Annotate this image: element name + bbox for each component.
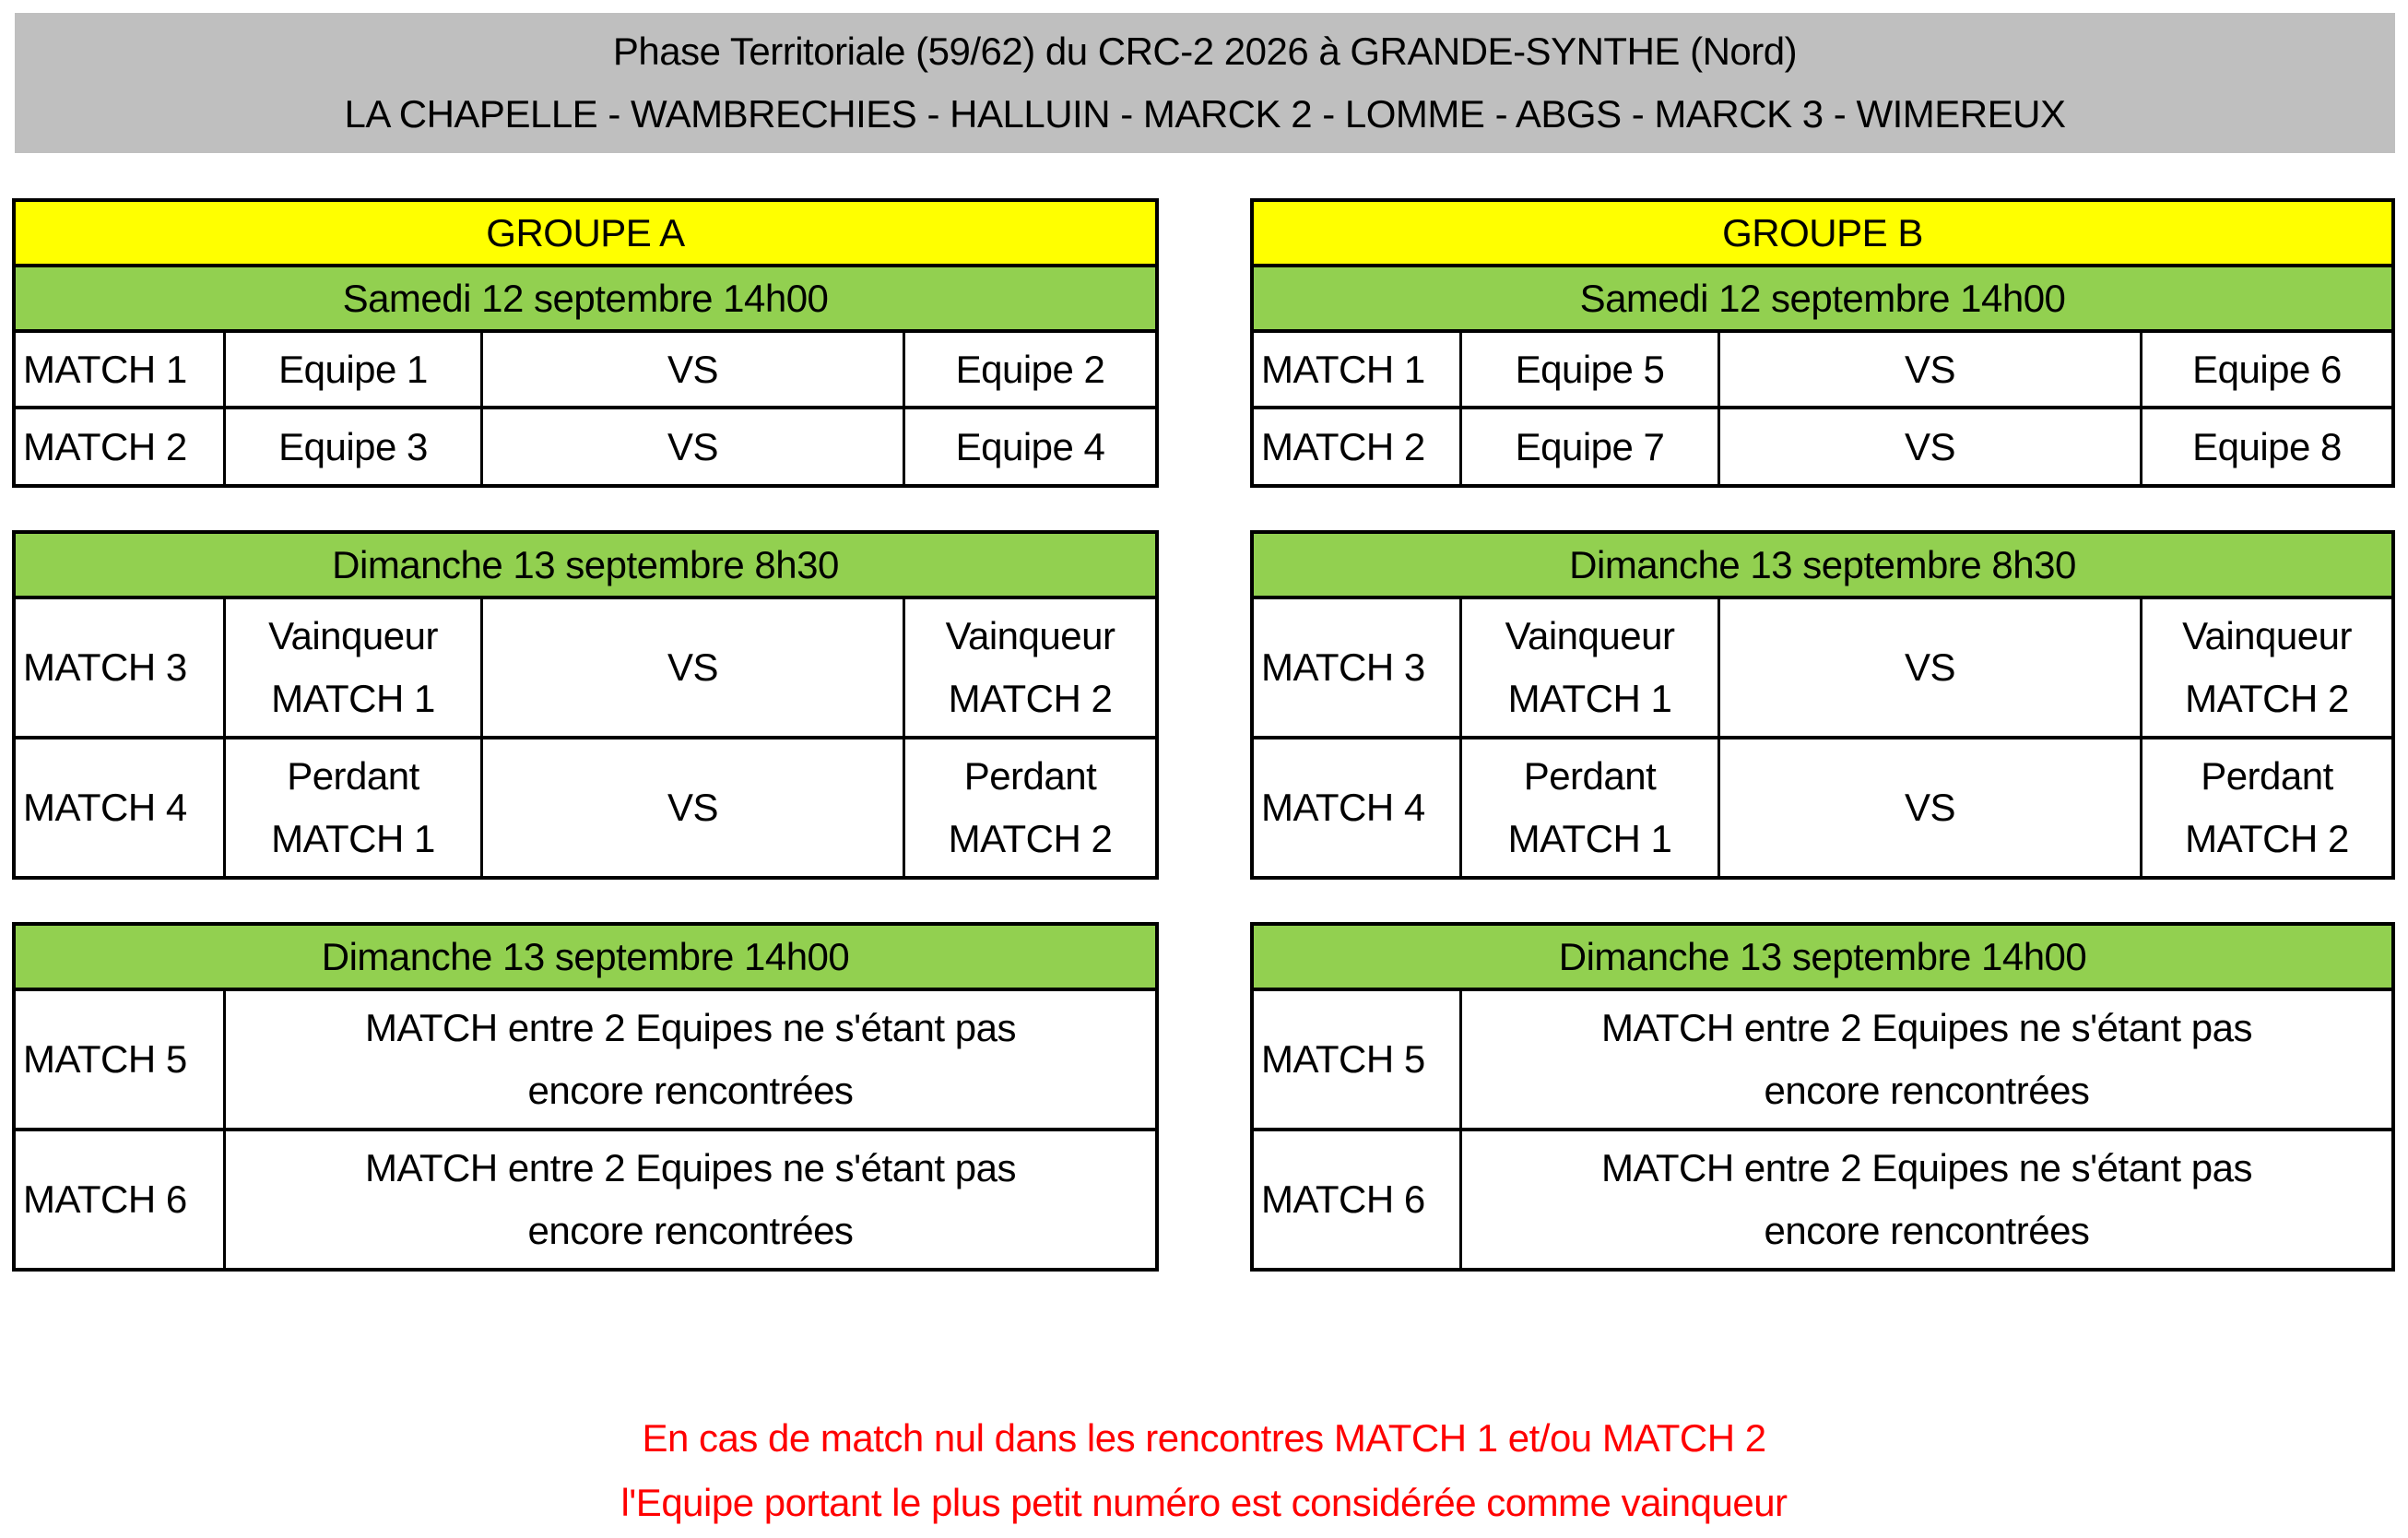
- vs-label: VS: [483, 409, 905, 484]
- away-team-line: MATCH 2: [948, 677, 1113, 720]
- group-b-header: GROUPE B: [1254, 202, 2391, 267]
- group-a-session-3: [12, 922, 1159, 1272]
- away-team: Equipe 8: [2192, 424, 2342, 468]
- match-label: MATCH 1: [1254, 333, 1462, 406]
- session-header: Dimanche 13 septembre 8h30: [1254, 534, 2391, 599]
- away-team-line: Vainqueur: [2182, 614, 2352, 657]
- home-team-line: Vainqueur: [1505, 614, 1675, 657]
- table-row: [16, 1131, 1155, 1268]
- away-team: [905, 739, 1155, 876]
- description-line: MATCH entre 2 Equipes ne s'étant pas: [365, 1146, 1016, 1189]
- table-row: [1254, 333, 2391, 409]
- away-team-line: Perdant: [963, 754, 1097, 798]
- group-a-header: GROUPE A: [16, 202, 1155, 267]
- table-row: [16, 599, 1155, 739]
- vs-label: VS: [1720, 599, 2142, 736]
- table-row: [1254, 1131, 2391, 1268]
- table-row: [16, 409, 1155, 484]
- description-line: encore rencontrées: [1764, 1069, 2090, 1112]
- match-description: [1462, 1131, 2391, 1268]
- vs-label: VS: [1720, 409, 2142, 484]
- home-team: Equipe 3: [226, 409, 483, 484]
- table-row: [16, 739, 1155, 876]
- description-line: encore rencontrées: [527, 1209, 854, 1252]
- away-team: [2142, 739, 2391, 876]
- home-team: [226, 599, 483, 736]
- title-banner: [15, 13, 2395, 153]
- tiebreak-note: [0, 1406, 2408, 1535]
- session-header: Dimanche 13 septembre 14h00: [16, 926, 1155, 991]
- match-label: MATCH 2: [1254, 409, 1462, 484]
- note-line-2: l'Equipe portant le plus petit numéro est considérée comme vainqueur: [620, 1481, 1788, 1524]
- description-line: encore rencontrées: [1764, 1209, 2090, 1252]
- match-label: MATCH 3: [1254, 599, 1462, 736]
- home-team: [1462, 739, 1720, 876]
- description-line: encore rencontrées: [527, 1069, 854, 1112]
- table-row: [1254, 409, 2391, 484]
- home-team-line: Perdant: [1523, 754, 1657, 798]
- match-label: MATCH 6: [1254, 1131, 1462, 1268]
- vs-label: VS: [1720, 739, 2142, 876]
- home-team-line: MATCH 1: [1507, 817, 1672, 860]
- home-team-line: Perdant: [287, 754, 419, 798]
- vs-label: VS: [483, 599, 905, 736]
- group-b-session-2: [1250, 530, 2395, 880]
- description-line: MATCH entre 2 Equipes ne s'étant pas: [1601, 1006, 2252, 1049]
- table-row: [1254, 991, 2391, 1131]
- home-team-line: MATCH 1: [271, 677, 435, 720]
- away-team: [2142, 599, 2391, 736]
- session-header: Samedi 12 septembre 14h00: [1254, 267, 2391, 333]
- away-team: Equipe 6: [2192, 347, 2342, 391]
- group-b-session-1: [1250, 198, 2395, 488]
- home-team: [1462, 599, 1720, 736]
- match-description: [226, 991, 1155, 1128]
- home-team-line: MATCH 1: [271, 817, 435, 860]
- home-team: Equipe 1: [226, 333, 483, 406]
- table-row: [1254, 739, 2391, 876]
- group-a-session-2: [12, 530, 1159, 880]
- match-description: [226, 1131, 1155, 1268]
- table-row: [1254, 599, 2391, 739]
- note-line-1: En cas de match nul dans les rencontres MATCH 1 et/ou MATCH 2: [642, 1416, 1766, 1460]
- match-label: MATCH 5: [16, 991, 226, 1128]
- session-header: Dimanche 13 septembre 14h00: [1254, 926, 2391, 991]
- group-b-session-3: [1250, 922, 2395, 1272]
- home-team-line: MATCH 1: [1507, 677, 1672, 720]
- vs-label: VS: [483, 333, 905, 406]
- match-label: MATCH 4: [1254, 739, 1462, 876]
- vs-label: VS: [483, 739, 905, 876]
- home-team: Equipe 5: [1462, 333, 1720, 406]
- match-label: MATCH 2: [16, 409, 226, 484]
- clubs-list: LA CHAPELLE - WAMBRECHIES - HALLUIN - MARCK 2 - LOMME - ABGS - MARCK 3 - WIMEREUX: [344, 92, 2066, 136]
- match-label: MATCH 3: [16, 599, 226, 736]
- away-team-line: MATCH 2: [2185, 677, 2349, 720]
- match-label: MATCH 1: [16, 333, 226, 406]
- match-label: MATCH 5: [1254, 991, 1462, 1128]
- home-team: [226, 739, 483, 876]
- away-team-line: MATCH 2: [948, 817, 1113, 860]
- match-label: MATCH 4: [16, 739, 226, 876]
- away-team-line: Vainqueur: [945, 614, 1115, 657]
- description-line: MATCH entre 2 Equipes ne s'étant pas: [365, 1006, 1016, 1049]
- table-row: [16, 991, 1155, 1131]
- session-header: Dimanche 13 septembre 8h30: [16, 534, 1155, 599]
- home-team-line: Vainqueur: [268, 614, 438, 657]
- vs-label: VS: [1720, 333, 2142, 406]
- away-team-line: Perdant: [2201, 754, 2333, 798]
- page-title: Phase Territoriale (59/62) du CRC-2 2026 à GRANDE-SYNTHE (Nord): [612, 30, 1798, 73]
- session-header: Samedi 12 septembre 14h00: [16, 267, 1155, 333]
- match-label: MATCH 6: [16, 1131, 226, 1268]
- away-team-line: MATCH 2: [2185, 817, 2349, 860]
- match-description: [1462, 991, 2391, 1128]
- group-a-session-1: [12, 198, 1159, 488]
- away-team: [905, 599, 1155, 736]
- home-team: Equipe 7: [1462, 409, 1720, 484]
- table-row: [16, 333, 1155, 409]
- away-team: Equipe 4: [955, 424, 1105, 468]
- description-line: MATCH entre 2 Equipes ne s'étant pas: [1601, 1146, 2252, 1189]
- away-team: Equipe 2: [955, 347, 1105, 391]
